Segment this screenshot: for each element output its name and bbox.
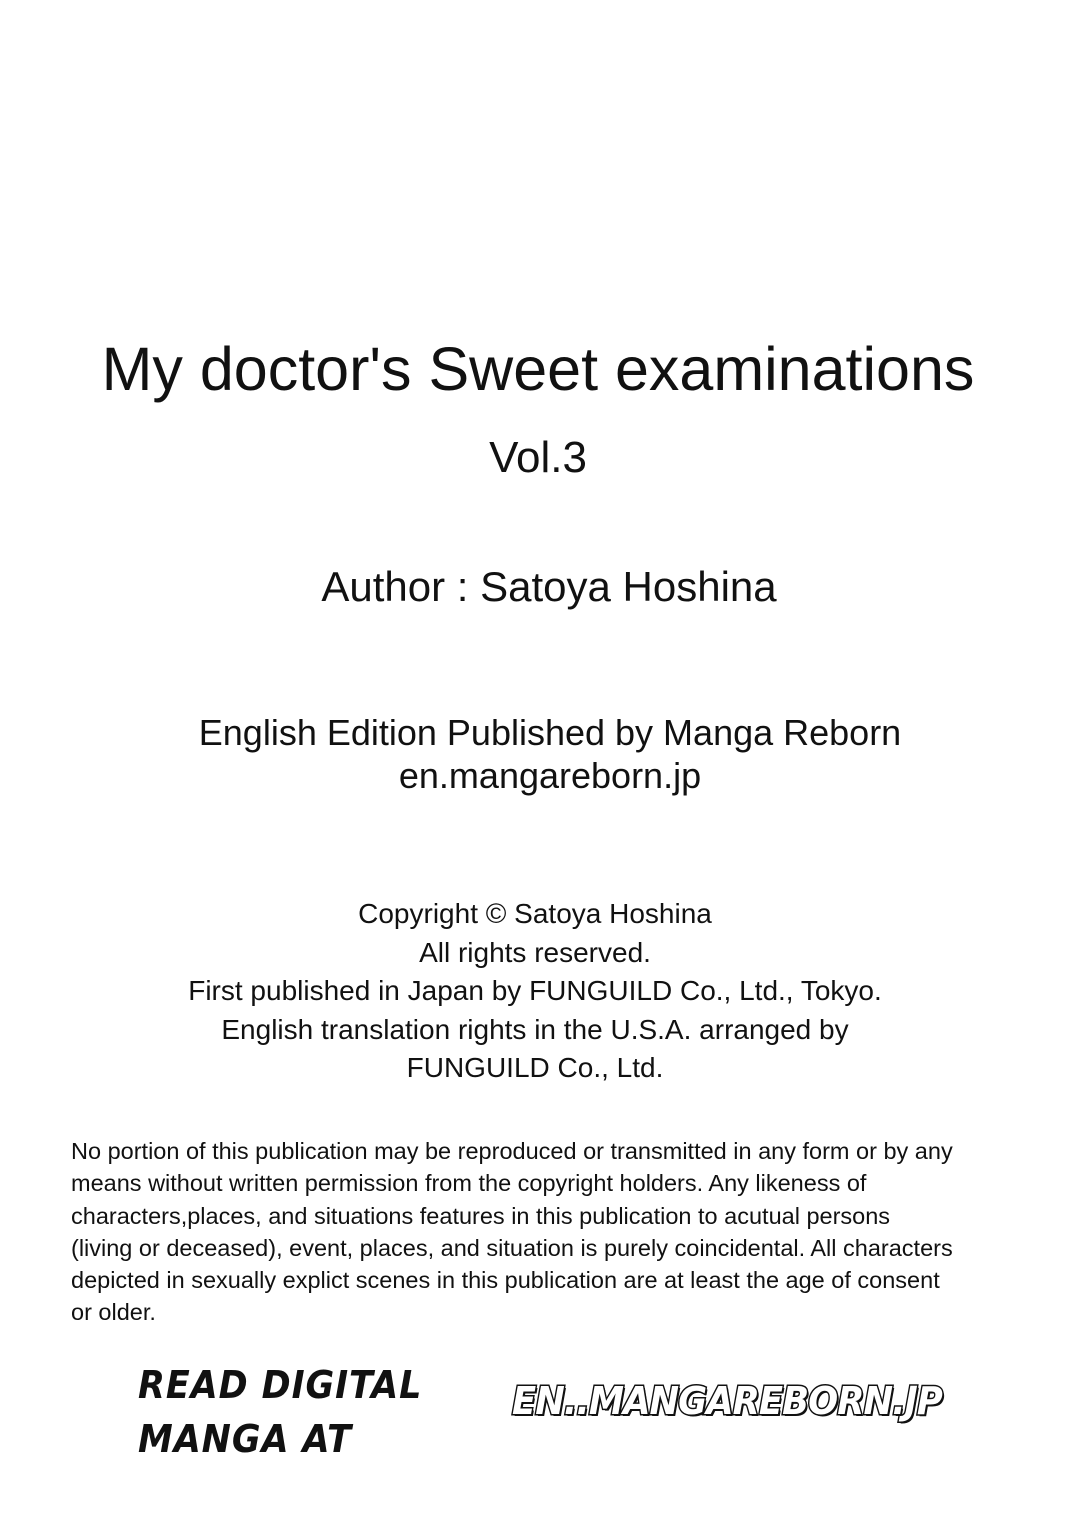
book-title: My doctor's Sweet examinations [101,335,975,403]
publisher-block [0,711,1080,797]
promo-line: MANGA AT [138,1417,352,1461]
copyright-block [0,895,1080,1088]
publisher-line: English Edition Published by Manga Reborn [198,712,902,753]
legal-disclaimer [71,1135,1031,1329]
disclaimer-line: or older. [71,1299,156,1326]
translation-rights-line: English translation rights in the U.S.A. arranged by [221,1013,849,1045]
copyright-line: Copyright © Satoya Hoshina [358,898,712,929]
disclaimer-line: (living or deceased), event, places, and situation is purely coincidental. All characters [71,1234,953,1261]
first-published-line: First published in Japan by FUNGUILD Co., Ltd., Tokyo. [188,975,882,1006]
promo-url-logo: EN..MANGAREBORN.JP [512,1379,942,1423]
disclaimer-line: characters,places, and situations features in this publication to acutual persons [71,1202,891,1229]
disclaimer-line: depicted in sexually explict scenes in this publication are at least the age of consent [71,1267,940,1294]
promo-text [138,1358,422,1466]
promo-line: READ DIGITAL [138,1363,423,1407]
volume-label: Vol.3 [489,433,587,482]
arranged-by-line: FUNGUILD Co., Ltd. [406,1052,664,1083]
disclaimer-line: No portion of this publication may be reproduced or transmitted in any form or by any [71,1138,953,1164]
author-line: Author : Satoya Hoshina [321,563,777,610]
disclaimer-line: means without written permission from the copyright holders. Any likeness of [71,1170,867,1197]
rights-line: All rights reserved. [419,936,651,968]
publisher-url: en.mangareborn.jp [398,755,702,796]
